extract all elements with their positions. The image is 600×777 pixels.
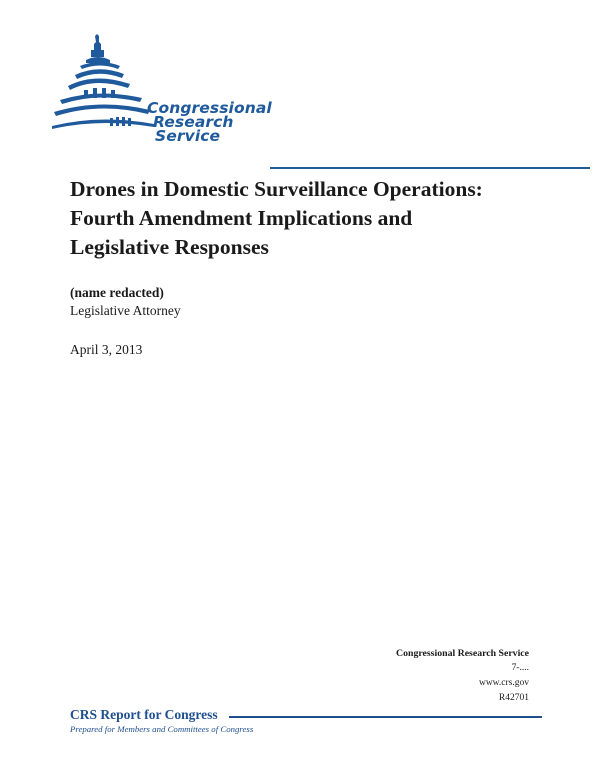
footer-subtitle: Prepared for Members and Committees of Congress — [70, 724, 254, 734]
report-number: R42701 — [498, 693, 529, 703]
crs-website: www.crs.gov — [478, 678, 529, 688]
footer-title: CRS Report for Congress — [70, 707, 218, 722]
footer-rule — [229, 716, 542, 718]
title-line-3: Legislative Responses — [70, 235, 269, 259]
report-date: April 3, 2013 — [70, 342, 143, 357]
logo-line-service: Service — [155, 127, 221, 145]
crs-name: Congressional Research Service — [396, 648, 529, 659]
author-role: Legislative Attorney — [70, 303, 181, 318]
title-line-2: Fourth Amendment Implications and — [70, 206, 413, 230]
logo-line-congressional: Congressional — [147, 99, 272, 117]
crs-phone: 7-.... — [511, 663, 529, 673]
logo-rule — [270, 167, 590, 169]
logo-line-research: Research — [153, 113, 234, 131]
title-line-1: Drones in Domestic Surveillance Operations: — [70, 177, 483, 201]
capitol-dome-icon — [50, 30, 160, 145]
report-title — [70, 175, 550, 262]
author-name: (name redacted) — [70, 285, 164, 300]
crs-logo — [50, 30, 550, 150]
logo-wordmark — [147, 101, 272, 143]
crs-contact-block — [396, 646, 529, 706]
